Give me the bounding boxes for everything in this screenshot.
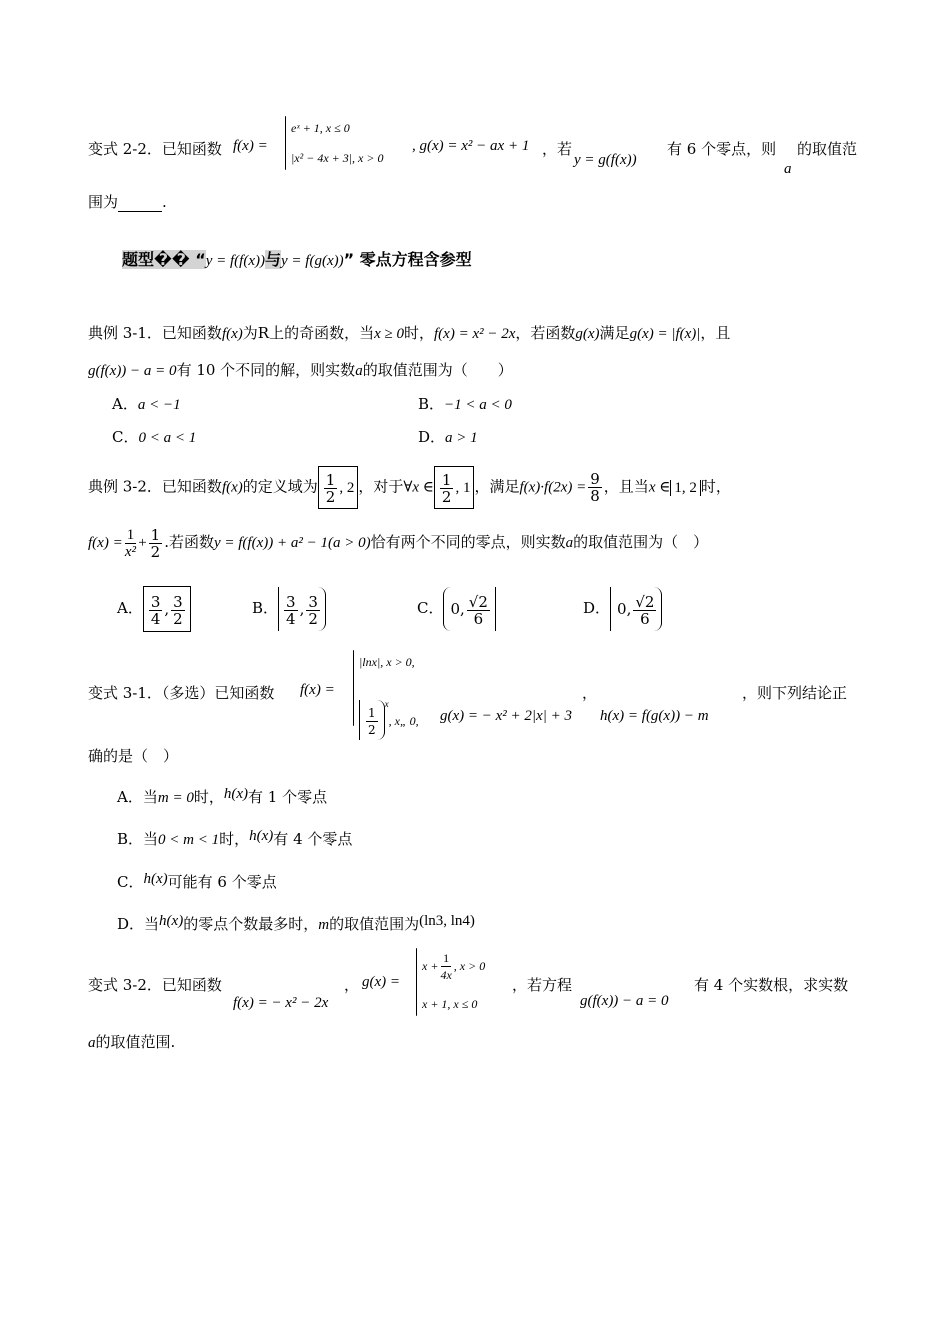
v32-gx: g(x) = xyxy=(362,974,401,990)
ex32-l1b: 的定义域为 xyxy=(242,477,318,496)
option-h: h(x) xyxy=(223,786,248,802)
heading-expr1: y = f(f(x)) xyxy=(205,253,265,269)
option-label: D． xyxy=(583,599,611,617)
ex32-line1 xyxy=(88,466,731,509)
option-label: A． xyxy=(117,599,143,617)
ex32-l1e: ，且当 xyxy=(603,477,649,496)
ex31-gx: g(x) xyxy=(575,326,600,342)
ex31-l1b: 为 xyxy=(242,324,258,342)
v22-tail1: 有 6 个零点，则 xyxy=(667,140,777,158)
v32-piece1 xyxy=(422,948,485,983)
ex31-l1e: ，若函数 xyxy=(515,324,576,342)
frac-num: √2 xyxy=(635,592,655,611)
ex32-fx: f(x) xyxy=(221,479,243,496)
plus-sign: + xyxy=(138,535,147,551)
ex32-a: a xyxy=(565,535,574,551)
ex31-option-d[interactable] xyxy=(418,427,478,448)
frac-den: 4 xyxy=(286,609,296,628)
frac-num: 3 xyxy=(308,592,318,611)
option-expr: a > 1 xyxy=(445,430,478,446)
ex31-fx: f(x) xyxy=(221,326,243,342)
ex32-l2y: y = f(f(x)) + a² − 1(a > 0) xyxy=(213,535,371,551)
ex31-eq: f(x) = x² − 2x xyxy=(434,326,516,342)
frac-den: 6 xyxy=(473,609,484,628)
v32-eq: g(f(x)) − a = 0 xyxy=(580,993,669,1009)
v31-gx: g(x) = − x² + 2|x| + 3 xyxy=(440,708,572,724)
ex32-domain xyxy=(318,466,359,509)
v22-tail2: 的取值范 xyxy=(797,140,858,158)
ex31-l1f: 满足 xyxy=(599,324,630,342)
option-pre: 当 xyxy=(144,915,160,933)
frac-den: 2 xyxy=(368,722,376,737)
frac-num: 1 xyxy=(441,470,452,489)
frac-den: 2 xyxy=(173,609,183,628)
frac-num: √2 xyxy=(468,592,488,611)
ex31-l1c: 上的奇函数，当 xyxy=(269,324,375,342)
v31-option-a[interactable] xyxy=(117,784,327,808)
v32-line2 xyxy=(88,1032,175,1053)
v22-piece1: eˣ + 1, x ≤ 0 xyxy=(291,121,350,135)
ex32-l2d: 的取值范围为（ ） xyxy=(573,533,709,551)
frac-den: 2 xyxy=(308,609,318,628)
option-interval xyxy=(610,587,662,631)
ex32-prod: f(x)·f(2x) = xyxy=(519,479,587,496)
piece2-tail: , x„ 0, xyxy=(388,714,419,728)
frac-num: 3 xyxy=(173,592,183,611)
section-heading xyxy=(122,247,472,274)
ex32-l2c: 恰有两个不同的零点，则实数 xyxy=(370,533,566,551)
answer-blank[interactable] xyxy=(118,197,162,212)
ex32-l1c: ，对于 xyxy=(358,477,404,496)
v32-fx: f(x) = − x² − 2x xyxy=(233,995,329,1011)
option-h: h(x) xyxy=(143,871,168,887)
v31-fx: f(x) = xyxy=(300,682,335,698)
option-post: 有 1 个零点 xyxy=(248,788,328,806)
v22-brace xyxy=(285,116,286,170)
option-m: m xyxy=(318,917,330,933)
option-post: 的零点个数最多时， xyxy=(183,915,319,933)
ex32-int2: 1, 2 xyxy=(670,480,701,496)
ex31-l2c: 的取值范围为（ ） xyxy=(362,361,513,379)
ex32-option-d[interactable] xyxy=(583,586,662,631)
ex32-option-c[interactable] xyxy=(417,586,496,631)
option-h: h(x) xyxy=(249,828,274,844)
frac-num: 9 xyxy=(590,470,600,488)
v22-label: 变式 2-2．已知函数 xyxy=(88,140,222,158)
v31-option-c[interactable] xyxy=(117,869,277,892)
v31-label: 变式 3-1．（多选）已知函数 xyxy=(88,684,275,702)
ex31-line1 xyxy=(88,323,730,344)
frac-den: 4 xyxy=(150,609,161,628)
v31-option-b[interactable] xyxy=(117,826,352,850)
option-label: A． xyxy=(117,788,143,806)
heading-tail: ” 零点方程含参型 xyxy=(343,250,472,269)
ex32-l1a: 典例 3-2．已知函数 xyxy=(88,477,222,496)
interval-left: 0, xyxy=(617,600,632,618)
v22-dot: . xyxy=(162,193,167,211)
v22-line2-text: 围为 xyxy=(88,193,119,211)
piece1-a: x + xyxy=(422,959,439,973)
frac-num: 1 xyxy=(126,526,135,543)
ex31-option-c[interactable] xyxy=(112,427,196,448)
ex31-a: a xyxy=(355,363,363,379)
ex32-l1f: 时， xyxy=(700,477,731,496)
option-expr: m = 0 xyxy=(157,790,194,806)
ex31-geq: g(x) = |f(x)| xyxy=(629,326,701,342)
option-expr: −1 < a < 0 xyxy=(444,397,512,413)
option-post: 可能有 6 个零点 xyxy=(167,873,277,891)
v31-piece2 xyxy=(359,684,419,741)
ex31-l2b: 有 10 个不同的解，则实数 xyxy=(176,361,356,379)
v31-comma: ， xyxy=(582,684,598,702)
v32-a: a xyxy=(88,1035,96,1051)
option-mid: 时， xyxy=(219,830,250,848)
frac-den: 2 xyxy=(325,487,336,506)
frac-num: 3 xyxy=(286,592,296,611)
v32-piece2: x + 1, x ≤ 0 xyxy=(422,997,478,1011)
ex31-option-b[interactable] xyxy=(418,394,512,415)
v32-l1b: ，若方程 xyxy=(512,976,573,994)
v22-mid: ，若 xyxy=(542,140,573,158)
ex31-l1a: 典例 3-1．已知函数 xyxy=(88,324,222,342)
option-label: A． xyxy=(112,395,138,413)
ex31-option-a[interactable] xyxy=(112,394,181,415)
option-mid: 时， xyxy=(193,788,224,806)
option-range: (ln3, ln4) xyxy=(419,913,475,929)
frac-den: 8 xyxy=(590,487,600,505)
option-label: B． xyxy=(418,395,445,413)
option-label: B． xyxy=(117,830,144,848)
ex31-l1d: 时， xyxy=(403,324,434,342)
ex32-interval xyxy=(434,466,475,509)
option-label: D． xyxy=(418,428,446,446)
frac-den: 4x xyxy=(440,967,452,982)
ex31-l2eq: g(f(x)) − a = 0 xyxy=(88,363,177,379)
option-label: C． xyxy=(112,428,139,446)
v22-piece2: |x² − 4x + 3|, x > 0 xyxy=(291,151,384,165)
v32-comma: ， xyxy=(344,976,360,994)
option-interval: $\frac{3}{4}$ , $\frac{3}{2}$ xyxy=(278,587,326,631)
ex31-R: R xyxy=(257,324,270,342)
frac-num: 1 xyxy=(325,470,336,489)
option-tail: 的取值范围为 xyxy=(329,915,420,933)
frac-num: 1 xyxy=(150,525,161,544)
heading-label: 题型�� “ xyxy=(122,250,206,269)
heading-conj: 与 xyxy=(264,250,281,269)
option-label: C． xyxy=(417,599,444,617)
heading-expr2: y = f(g(x)) xyxy=(281,253,344,269)
ex32-xin: x ∈ xyxy=(648,479,671,496)
ex32-line2 xyxy=(88,522,708,563)
ex32-option-b[interactable] xyxy=(252,586,326,631)
option-pre: 当 xyxy=(143,830,159,848)
frac-num: 1 xyxy=(368,705,376,720)
ex32-l2b: .若函数 xyxy=(164,533,214,551)
ex31-line2 xyxy=(88,360,513,381)
option-post: 有 4 个零点 xyxy=(273,830,353,848)
option-label: D． xyxy=(117,915,145,933)
v22-gx: , g(x) = x² − ax + 1 xyxy=(412,138,530,154)
v31-brace xyxy=(353,650,354,726)
v22-line2 xyxy=(88,192,167,212)
v32-brace xyxy=(416,948,417,1016)
frac-den: x² xyxy=(124,543,137,560)
piece2-exp: x xyxy=(384,699,389,709)
v31-line2: 确的是（ ） xyxy=(88,747,179,765)
v31-l1b: ，则下列结论正 xyxy=(742,684,848,702)
domain-right: , 2 xyxy=(339,480,355,496)
ex32-l1d: ，满足 xyxy=(474,477,520,496)
option-label: C． xyxy=(117,873,144,891)
interval-right: , 1 xyxy=(455,480,471,496)
frac-den: 2 xyxy=(150,542,161,561)
ex31-l1g: ，且 xyxy=(700,324,731,342)
ex32-option-a[interactable] xyxy=(117,586,191,632)
option-interval xyxy=(443,587,495,631)
v32-label: 变式 3-2．已知函数 xyxy=(88,976,222,994)
v31-piece1: |lnx|, x > 0, xyxy=(359,655,415,669)
option-expr: a < −1 xyxy=(137,397,181,413)
option-pre: 当 xyxy=(142,788,158,806)
interval-left: 0, xyxy=(450,600,465,618)
frac-den: 6 xyxy=(640,609,650,628)
ex32-forall: ∀x ∈ xyxy=(403,479,434,496)
frac-den: 2 xyxy=(441,487,452,506)
v31-hx: h(x) = f(g(x)) − m xyxy=(600,708,709,724)
option-label: B． xyxy=(252,599,279,617)
frac-num: 1 xyxy=(443,950,450,965)
ex31-cond: x ≥ 0 xyxy=(374,326,404,342)
v31-option-d[interactable] xyxy=(117,911,475,935)
option-interval: $\frac{3}{4}$ , $\frac{3}{2}$ xyxy=(143,586,191,632)
v22-y: y = g(f(x)) xyxy=(574,152,637,168)
option-h: h(x) xyxy=(159,913,184,929)
v22-fx: f(x) = xyxy=(233,138,268,154)
v32-l1c: 有 4 个实数根，求实数 xyxy=(694,976,849,994)
frac-num: 3 xyxy=(150,592,161,611)
option-expr: 0 < m < 1 xyxy=(158,832,220,848)
piece1-b: , x > 0 xyxy=(453,959,486,973)
option-expr: 0 < a < 1 xyxy=(138,430,197,446)
ex32-l2f: f(x) = xyxy=(88,535,123,551)
v32-l2: 的取值范围. xyxy=(95,1033,176,1051)
v22-a: a xyxy=(784,161,792,177)
